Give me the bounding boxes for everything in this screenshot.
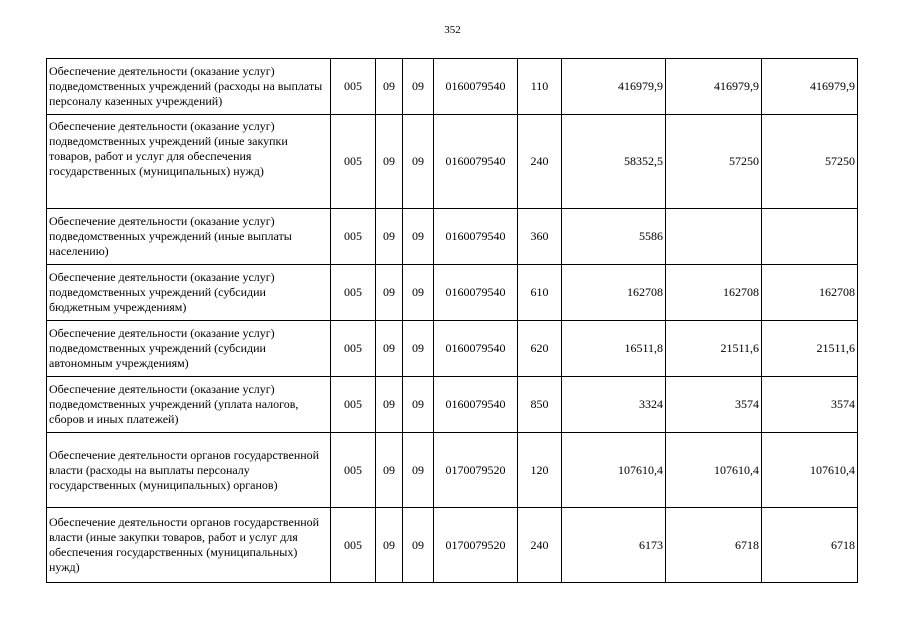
row-section-code: 09 — [376, 377, 403, 433]
row-section-code: 09 — [376, 265, 403, 321]
row-grbs-code: 005 — [331, 209, 376, 265]
page-number: 352 — [444, 24, 461, 36]
row-amount-year3: 21511,6 — [762, 321, 858, 377]
row-section-code: 09 — [376, 209, 403, 265]
table-row — [47, 115, 858, 209]
row-amount-year1: 416979,9 — [562, 59, 666, 115]
row-target-article-code: 0160079540 — [434, 377, 518, 433]
row-target-article-code: 0160079540 — [434, 115, 518, 209]
row-amount-year2: 107610,4 — [666, 433, 762, 508]
row-amount-year2: 57250 — [666, 115, 762, 209]
row-description: Обеспечение деятельности (оказание услуг) подведомственных учреждений (уплата налогов, сборов и иных платежей) — [47, 377, 331, 433]
row-amount-year2: 416979,9 — [666, 59, 762, 115]
row-target-article-code: 0170079520 — [434, 508, 518, 583]
row-amount-year2: 21511,6 — [666, 321, 762, 377]
row-expense-type-code: 620 — [518, 321, 562, 377]
row-description: Обеспечение деятельности органов государственной власти (иные закупки товаров, работ и услуг для обеспечения государственных (муниципальных) нужд) — [47, 508, 331, 583]
row-expense-type-code: 240 — [518, 508, 562, 583]
table-row — [47, 377, 858, 433]
row-subsection-code: 09 — [403, 265, 434, 321]
row-description: Обеспечение деятельности (оказание услуг) подведомственных учреждений (субсидии автономным учреждениям) — [47, 321, 331, 377]
row-description-text: Обеспечение деятельности (оказание услуг) подведомственных учреждений (иные закупки товаров, работ и услуг для обеспечения государственных (муниципальных) нужд) — [49, 119, 288, 178]
row-target-article-code: 0160079540 — [434, 321, 518, 377]
row-description: Обеспечение деятельности (оказание услуг) подведомственных учреждений (расходы на выплаты персоналу казенных учреждений) — [47, 59, 331, 115]
row-section-code: 09 — [376, 321, 403, 377]
row-subsection-code: 09 — [403, 508, 434, 583]
row-amount-year2: 6718 — [666, 508, 762, 583]
row-amount-year1: 107610,4 — [562, 433, 666, 508]
row-grbs-code: 005 — [331, 508, 376, 583]
row-amount-year3 — [762, 209, 858, 265]
row-amount-year1: 162708 — [562, 265, 666, 321]
row-amount-year3: 6718 — [762, 508, 858, 583]
row-target-article-code: 0160079540 — [434, 265, 518, 321]
row-description: Обеспечение деятельности (оказание услуг) подведомственных учреждений (субсидии бюджетным учреждениям) — [47, 265, 331, 321]
row-amount-year3: 3574 — [762, 377, 858, 433]
row-grbs-code: 005 — [331, 433, 376, 508]
row-amount-year3: 107610,4 — [762, 433, 858, 508]
row-section-code: 09 — [376, 59, 403, 115]
row-amount-year3: 162708 — [762, 265, 858, 321]
row-expense-type-code: 110 — [518, 59, 562, 115]
row-amount-year1: 58352,5 — [562, 115, 666, 209]
row-grbs-code: 005 — [331, 265, 376, 321]
row-amount-year2: 3574 — [666, 377, 762, 433]
row-amount-year2: 162708 — [666, 265, 762, 321]
row-subsection-code: 09 — [403, 115, 434, 209]
table-row — [47, 265, 858, 321]
row-section-code: 09 — [376, 433, 403, 508]
budget-table — [46, 58, 858, 583]
row-description — [47, 115, 331, 209]
row-expense-type-code: 610 — [518, 265, 562, 321]
row-grbs-code: 005 — [331, 377, 376, 433]
table-row — [47, 321, 858, 377]
table-row — [47, 209, 858, 265]
row-section-code: 09 — [376, 115, 403, 209]
row-target-article-code: 0170079520 — [434, 433, 518, 508]
row-amount-year1: 5586 — [562, 209, 666, 265]
row-subsection-code: 09 — [403, 321, 434, 377]
row-expense-type-code: 360 — [518, 209, 562, 265]
table-row — [47, 508, 858, 583]
row-subsection-code: 09 — [403, 433, 434, 508]
row-expense-type-code: 850 — [518, 377, 562, 433]
row-description: Обеспечение деятельности органов государственной власти (расходы на выплаты персоналу государственных (муниципальных) органов) — [47, 433, 331, 508]
row-grbs-code: 005 — [331, 59, 376, 115]
row-target-article-code: 0160079540 — [434, 209, 518, 265]
table-row — [47, 433, 858, 508]
row-description: Обеспечение деятельности (оказание услуг) подведомственных учреждений (иные выплаты населению) — [47, 209, 331, 265]
table-row — [47, 59, 858, 115]
row-amount-year3: 57250 — [762, 115, 858, 209]
row-expense-type-code: 120 — [518, 433, 562, 508]
row-grbs-code: 005 — [331, 321, 376, 377]
row-amount-year3: 416979,9 — [762, 59, 858, 115]
row-amount-year1: 16511,8 — [562, 321, 666, 377]
row-subsection-code: 09 — [403, 209, 434, 265]
row-section-code: 09 — [376, 508, 403, 583]
row-subsection-code: 09 — [403, 377, 434, 433]
row-amount-year1: 3324 — [562, 377, 666, 433]
row-subsection-code: 09 — [403, 59, 434, 115]
row-target-article-code: 0160079540 — [434, 59, 518, 115]
row-amount-year1: 6173 — [562, 508, 666, 583]
row-amount-year2 — [666, 209, 762, 265]
row-grbs-code: 005 — [331, 115, 376, 209]
row-expense-type-code: 240 — [518, 115, 562, 209]
